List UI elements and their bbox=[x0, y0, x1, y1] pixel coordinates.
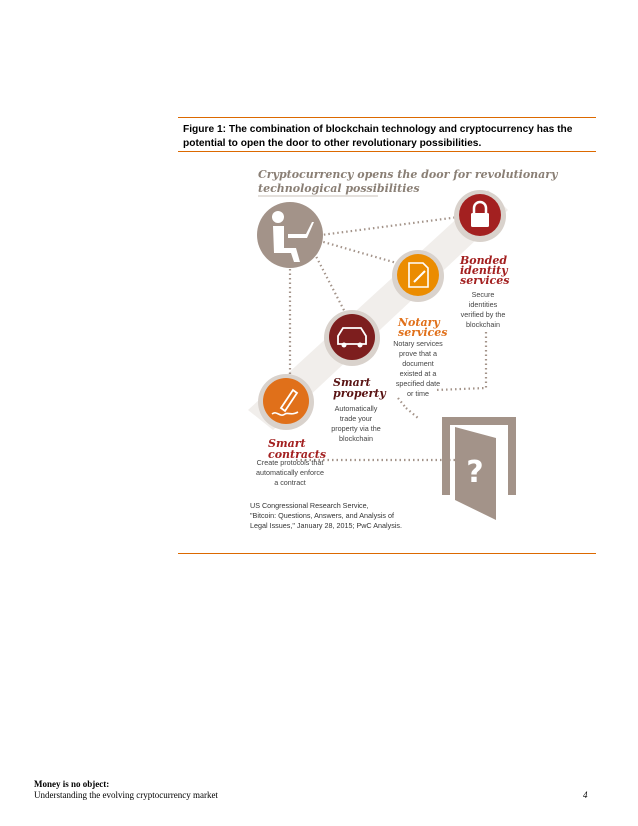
lock-icon bbox=[454, 190, 506, 242]
figure-caption bbox=[183, 123, 593, 151]
property-desc-1: Automatically bbox=[334, 404, 378, 413]
bonded-desc-1: Secure bbox=[471, 290, 495, 299]
figure-caption-line1: Figure 1: The combination of blockchain technology and cryptocurrency has the bbox=[183, 124, 573, 135]
door-question-mark: ? bbox=[466, 455, 484, 490]
property-desc-4: blockchain bbox=[339, 434, 373, 443]
page-number: 4 bbox=[583, 790, 588, 800]
bonded-title-line1: Bonded bbox=[460, 254, 508, 267]
source-line2: "Bitcoin: Questions, Answers, and Analysis of bbox=[250, 511, 394, 520]
bonded-title-line3: services bbox=[460, 274, 510, 287]
bonded-desc-2: identities bbox=[468, 300, 498, 309]
source-line3: Legal Issues," January 28, 2015; PwC Analysis. bbox=[250, 521, 402, 530]
infographic-heading-line1: Cryptocurrency opens the door for revolutionary bbox=[258, 168, 558, 181]
caption-rule bbox=[178, 151, 596, 152]
notary-desc-1: Notary services bbox=[393, 339, 443, 348]
bonded-title-line2: identity bbox=[460, 264, 508, 277]
contracts-title-line2: contracts bbox=[268, 448, 327, 461]
property-title-line2: property bbox=[333, 387, 386, 400]
contracts-title-line1: Smart bbox=[268, 437, 306, 450]
figure-bottom-rule bbox=[178, 553, 596, 554]
bonded-desc-4: blockchain bbox=[466, 320, 500, 329]
document-icon bbox=[392, 250, 444, 302]
car-icon bbox=[324, 310, 380, 366]
blockchain-infographic bbox=[178, 160, 596, 540]
source-line1: US Congressional Research Service, bbox=[250, 501, 369, 510]
contracts-desc-1: Create protocols that bbox=[256, 458, 324, 467]
notary-desc-3: document bbox=[402, 359, 434, 368]
notary-desc-4: existed at a bbox=[399, 369, 437, 378]
bonded-desc-3: verified by the bbox=[460, 310, 506, 319]
figure-caption-line2: potential to open the door to other revolutionary possibilities. bbox=[183, 138, 482, 149]
property-title-line1: Smart bbox=[333, 376, 371, 389]
notary-desc-5: specified date bbox=[395, 379, 441, 388]
user-laptop-icon bbox=[257, 202, 323, 268]
notary-title-line2: services bbox=[398, 326, 448, 339]
property-desc-3: property via the bbox=[331, 424, 381, 433]
infographic-heading-line2: technological possibilities bbox=[258, 182, 420, 195]
signature-pen-icon bbox=[258, 374, 314, 430]
property-desc-2: trade your bbox=[339, 414, 373, 423]
figure-top-rule bbox=[178, 117, 596, 118]
contracts-desc-3: a contract bbox=[274, 478, 306, 487]
footer-subtitle: Understanding the evolving cryptocurrency market bbox=[34, 790, 218, 800]
footer-title: Money is no object: bbox=[34, 779, 110, 789]
notary-desc-2: prove that a bbox=[399, 349, 437, 358]
contracts-desc-2: automatically enforce bbox=[256, 468, 324, 477]
notary-desc-6: or time bbox=[407, 389, 429, 398]
notary-title-line1: Notary bbox=[398, 316, 440, 329]
